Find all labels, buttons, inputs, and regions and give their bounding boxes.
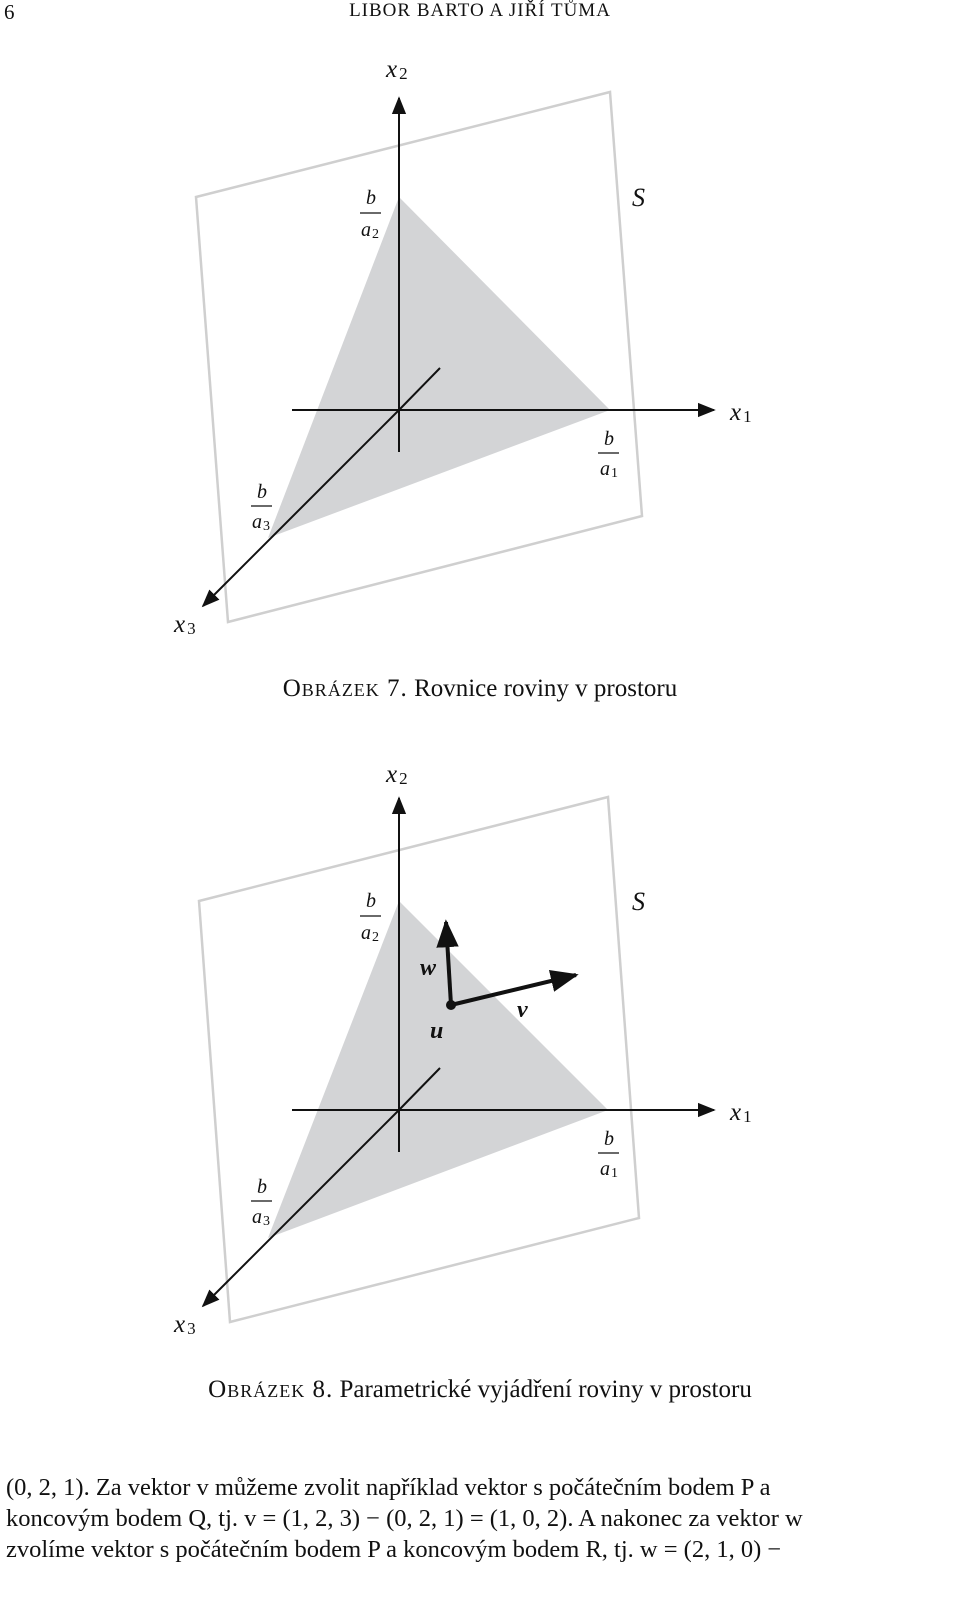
fraction-b-a3 bbox=[251, 1176, 272, 1229]
page-number: 6 bbox=[4, 0, 15, 24]
svg-text:a3: a3 bbox=[252, 511, 270, 534]
svg-text:a1: a1 bbox=[600, 458, 618, 481]
axis-x3 bbox=[203, 410, 399, 606]
axis-x3 bbox=[203, 1110, 399, 1306]
figure-8-caption-text: Parametrické vyjádření roviny v prostoru bbox=[339, 1376, 752, 1403]
label-x1: x 1 bbox=[730, 399, 752, 426]
svg-text:b: b bbox=[604, 1128, 614, 1150]
fraction-b-a2 bbox=[360, 890, 381, 945]
body-paragraph bbox=[6, 1472, 956, 1565]
fraction-b-a2 bbox=[360, 187, 381, 242]
plane-triangle bbox=[268, 197, 610, 538]
figure-7-caption bbox=[0, 675, 960, 703]
label-x2: x 2 bbox=[386, 761, 408, 788]
label-plane-s: S bbox=[632, 887, 645, 916]
svg-text:b: b bbox=[604, 428, 614, 450]
svg-text:a2: a2 bbox=[361, 922, 379, 945]
body-line: (0, 2, 1). Za vektor v můžeme zvolit například vektor s počátečním bodem P a bbox=[6, 1474, 771, 1501]
label-x3: x 3 bbox=[174, 611, 196, 638]
label-x2: x 2 bbox=[386, 56, 408, 83]
fraction-b-a1 bbox=[598, 428, 619, 481]
fraction-b-a1 bbox=[598, 1128, 619, 1181]
label-plane-s: S bbox=[632, 183, 645, 212]
figure-8-caption-prefix: Obrázek 8. bbox=[208, 1376, 334, 1403]
svg-text:a3: a3 bbox=[252, 1206, 270, 1229]
svg-text:a2: a2 bbox=[361, 219, 379, 242]
figure-7-caption-text: Rovnice roviny v prostoru bbox=[414, 675, 678, 702]
point-u bbox=[446, 1000, 456, 1010]
figure-8-diagram bbox=[0, 700, 960, 1360]
label-x1: x 1 bbox=[730, 1099, 752, 1126]
fraction-b-a3 bbox=[251, 481, 272, 534]
svg-text:a1: a1 bbox=[600, 1158, 618, 1181]
label-u: u bbox=[430, 1018, 444, 1044]
figure-7-caption-prefix: Obrázek 7. bbox=[282, 675, 408, 702]
svg-text:b: b bbox=[257, 1176, 267, 1198]
body-line: koncovým bodem Q, tj. v = (1, 2, 3) − (0, 2, 1) = (1, 0, 2). A nakonec za vektor w bbox=[6, 1505, 803, 1532]
label-w: w bbox=[420, 955, 437, 981]
body-line: zvolíme vektor s počátečním bodem P a koncovým bodem R, tj. w = (2, 1, 0) − bbox=[6, 1536, 782, 1563]
svg-text:b: b bbox=[257, 481, 267, 503]
label-v: v bbox=[517, 997, 528, 1023]
figure-7-diagram bbox=[0, 0, 960, 680]
running-title: LIBOR BARTO A JIŘÍ TŮMA bbox=[349, 0, 611, 21]
svg-text:b: b bbox=[366, 890, 376, 912]
figure-8-caption bbox=[0, 1376, 960, 1404]
svg-text:b: b bbox=[366, 187, 376, 209]
label-x3: x 3 bbox=[174, 1311, 196, 1338]
